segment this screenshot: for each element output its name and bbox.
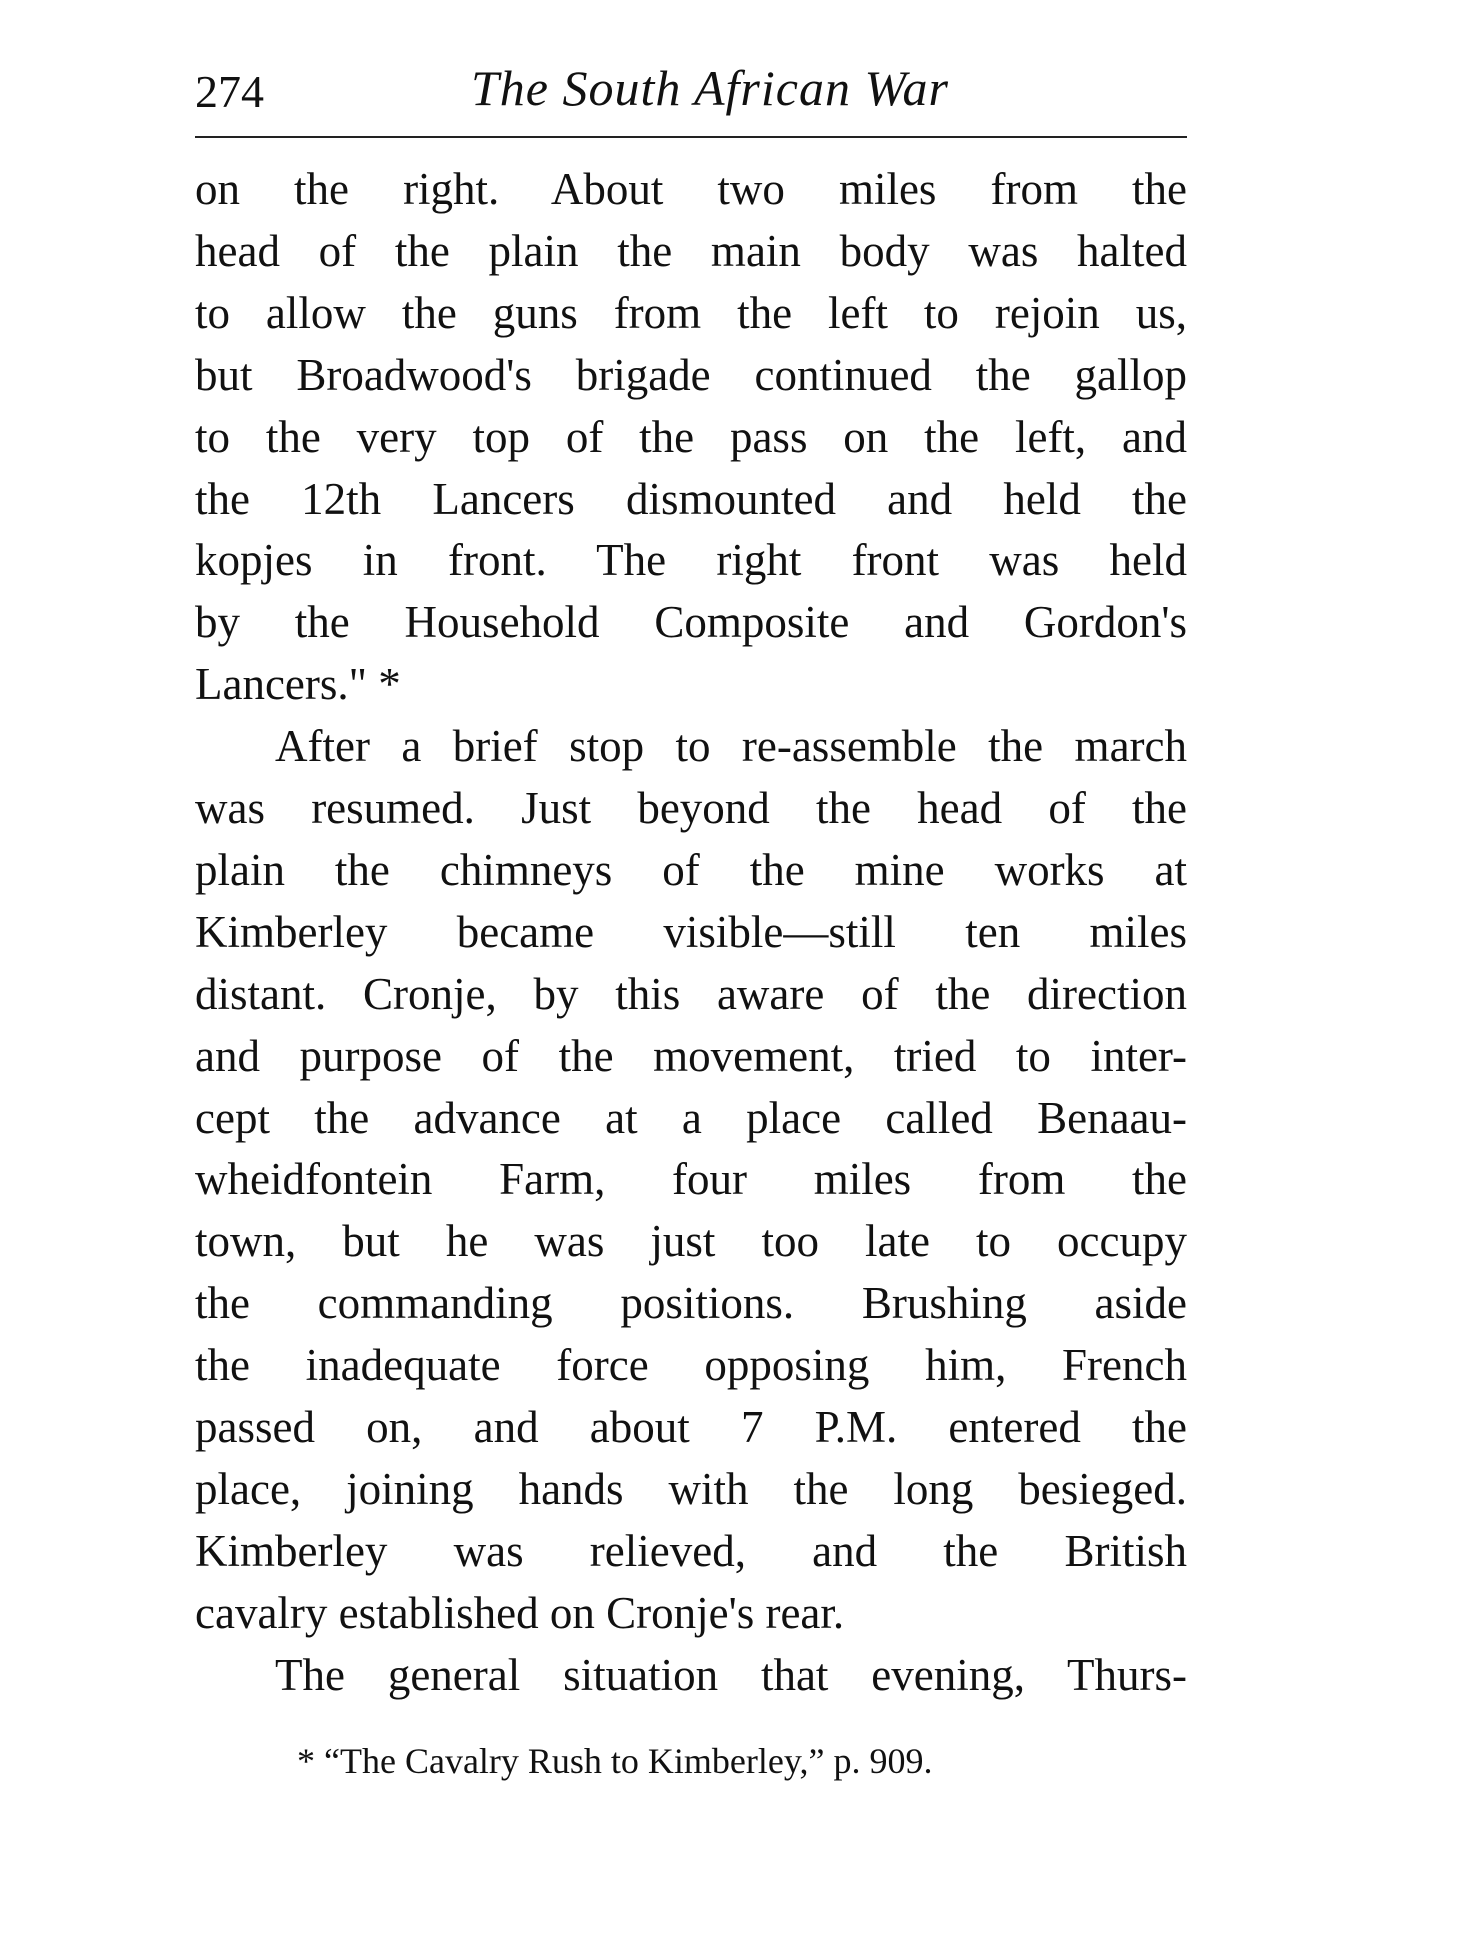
text-line: the 12th Lancers dismounted and held the	[195, 473, 1187, 524]
text-line: Kimberley was relieved, and the British	[195, 1525, 1187, 1576]
text-line: place, joining hands with the long besieged.	[195, 1463, 1187, 1514]
text-line: on the right. About two miles from the	[195, 164, 1187, 214]
text-line: Kimberley became visible—still ten miles	[195, 906, 1187, 957]
text-line: was resumed. Just beyond the head of the	[195, 783, 1187, 833]
footnote: * “The Cavalry Rush to Kimberley,” p. 909.	[297, 1741, 933, 1781]
text-line: cept the advance at a place called Benaau-	[195, 1092, 1187, 1143]
text-line: and purpose of the movement, tried to inter-	[195, 1030, 1187, 1081]
running-title: The South African War	[471, 60, 949, 116]
text-line: but Broadwood's brigade continued the gallop	[195, 349, 1187, 400]
text-line: plain the chimneys of the mine works at	[195, 844, 1187, 895]
text-line: the commanding positions. Brushing aside	[195, 1278, 1187, 1329]
page-number: 274	[195, 66, 264, 117]
text-line: to allow the guns from the left to rejoin us,	[195, 287, 1187, 338]
text-line: to the very top of the pass on the left, and	[195, 411, 1187, 462]
text-line: passed on, and about 7 P.M. entered the	[195, 1402, 1187, 1452]
text-line: the inadequate force opposing him, French	[195, 1340, 1187, 1391]
text-line: cavalry established on Cronje's rear.	[195, 1587, 845, 1638]
text-line: by the Household Composite and Gordon's	[195, 597, 1187, 648]
text-line: head of the plain the main body was halted	[195, 225, 1187, 276]
header-rule	[195, 136, 1187, 138]
text-line: After a brief stop to re-assemble the march	[275, 721, 1187, 772]
text-line: distant. Cronje, by this aware of the direction	[195, 968, 1187, 1019]
text-line: wheidfontein Farm, four miles from the	[195, 1154, 1187, 1205]
text-line: The general situation that evening, Thurs-	[275, 1649, 1187, 1700]
text-line: kopjes in front. The right front was held	[195, 535, 1187, 586]
text-line: Lancers." *	[195, 659, 401, 710]
text-line: town, but he was just too late to occupy	[195, 1216, 1187, 1267]
